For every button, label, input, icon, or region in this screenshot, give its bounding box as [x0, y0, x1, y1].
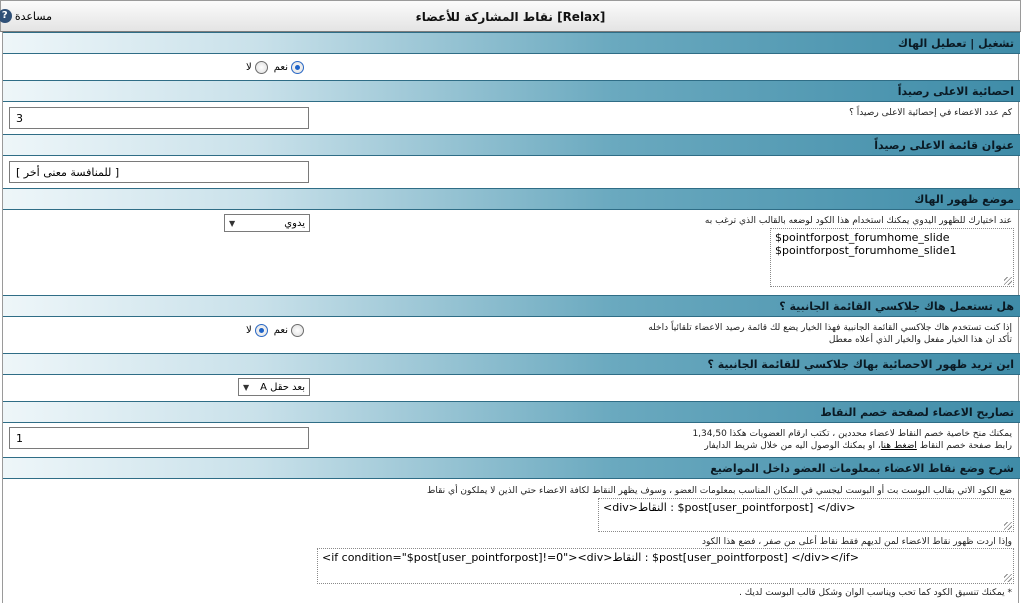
postbit-code-textarea-2[interactable] — [317, 548, 1014, 584]
sidebar-position-select[interactable] — [238, 378, 310, 396]
radio-empty-icon[interactable] — [255, 61, 268, 74]
section-header-sidebar-position — [3, 353, 1020, 375]
section-header-top-title — [3, 134, 1020, 156]
section-header-top-count — [3, 80, 1020, 102]
radio-label-yes: نعم — [273, 62, 288, 73]
code-line: $pointforpost_forumhome_slide — [775, 231, 950, 244]
sidebar-hack-description-2: تأكد ان هذا الخيار مفعل والخيار الذي أعلاه معطل — [828, 335, 1012, 345]
deduct-members-input[interactable]: 1 — [9, 427, 309, 449]
window-title: [Relax] نقاط المشاركة للأعضاء — [415, 10, 606, 24]
section-title: تصاريح الاعضاء لصفحة خصم النقاط — [820, 406, 1014, 419]
radio-selected-icon[interactable] — [255, 324, 268, 337]
top-title-input[interactable]: [ للمنافسة معنى أخر ] — [9, 161, 309, 183]
position-select[interactable] — [224, 214, 310, 232]
sidebar-hack-radio-yes[interactable] — [274, 324, 304, 337]
radio-label-yes: نعم — [273, 325, 288, 336]
help-button[interactable] — [0, 9, 52, 23]
position-description: عند اختيارك للظهور اليدوي يمكنك استخدام هذا الكود لوضعه بالقالب الذي ترغب به — [704, 216, 1012, 226]
section-title: احصائية الاعلى رصيداً — [897, 85, 1014, 98]
section-header-toggle — [3, 32, 1020, 54]
toggle-radio-yes[interactable] — [274, 61, 304, 74]
radio-empty-icon[interactable] — [291, 324, 304, 337]
resize-handle-icon[interactable] — [1004, 277, 1012, 285]
resize-handle-icon[interactable] — [1004, 574, 1012, 582]
section-header-postbit — [3, 457, 1020, 479]
section-header-sidebar-hack — [3, 295, 1020, 317]
sidebar-hack-description-1: إذا كنت تستخدم هاك جلاكسي القائمة الجانبية فهذا الخيار يضع لك قائمة رصيد الاعضاء تلقائياً داخله — [648, 323, 1012, 333]
section-header-position — [3, 188, 1020, 210]
radio-label-no: لا — [246, 62, 252, 73]
postbit-description-2: وإذا اردت ظهور نقاط الاعضاء لمن لديهم فقط نقاط أعلى من صفر ، فضع هذا الكود — [701, 537, 1012, 547]
toggle-radio-group — [246, 61, 304, 74]
section-title: تشغيل | تعطيل الهاك — [897, 37, 1014, 50]
sidebar-hack-radio-group — [246, 324, 304, 337]
postbit-description-1: ضع الكود الاتي بقالب البوست بت أو البوست ليجسي في المكان المناسب بمعلومات العضو ، وسوف يظهر النقاط لكافة الاعضاء حتي الذين لا يملكون أي نقاط — [427, 486, 1012, 496]
section-title: عنوان قائمة الاعلى رصيداً — [874, 139, 1014, 152]
select-value: يدوي — [284, 217, 305, 229]
deduct-page-link[interactable]: اضغط هنا — [880, 441, 917, 451]
section-title: اين تريد ظهور الاحصائية بهاك جلاكسي للقائمة الجانبية ؟ — [707, 358, 1014, 371]
deduct-description-2: رابط صفحة خصم النقاط اضغط هنا، او يمكنك الوصول اليه من خلال شريط الدايفار — [704, 441, 1012, 451]
code-line: <if condition="$post[user_pointforpost]!=0"><div>النقاط : $post[user_pointforpost] </div></if> — [322, 551, 859, 564]
code-line: $pointforpost_forumhome_slide1 — [775, 244, 957, 257]
section-title: موضع ظهور الهاك — [914, 193, 1014, 206]
chevron-down-icon: ▼ — [243, 382, 250, 392]
top-count-description: كم عدد الاعضاء في إحصائية الاعلى رصيداً ؟ — [849, 108, 1012, 118]
section-title: هل تستعمل هاك جلاكسي القائمة الجانبية ؟ — [779, 300, 1014, 313]
settings-page — [2, 32, 1019, 603]
radio-label-no: لا — [246, 325, 252, 336]
top-count-input[interactable]: 3 — [9, 107, 309, 129]
help-label: مساعدة — [14, 9, 52, 23]
question-icon: ? — [0, 9, 12, 23]
sidebar-hack-radio-no[interactable] — [246, 324, 268, 337]
radio-selected-icon[interactable] — [291, 61, 304, 74]
postbit-code-textarea-1[interactable] — [598, 498, 1014, 532]
postbit-note: * يمكنك تنسيق الكود كما تحب ويناسب الوان وشكل قالب البوست لديك . — [739, 588, 1012, 598]
code-line: <div>النقاط : $post[user_pointforpost] </div> — [603, 501, 856, 514]
deduct-description-1: يمكنك منح خاصية خصم النقاط لاعضاء محددين ، تكتب ارقام العضويات هكذا 1,34,50 — [692, 429, 1012, 439]
section-title: شرح وضع نقاط الاعضاء بمعلومات العضو داخل المواضيع — [710, 462, 1014, 475]
chevron-down-icon: ▼ — [229, 218, 236, 228]
resize-handle-icon[interactable] — [1004, 522, 1012, 530]
select-value: بعد حقل A — [260, 381, 305, 393]
position-code-textarea[interactable] — [770, 228, 1014, 287]
toggle-radio-no[interactable] — [246, 61, 268, 74]
section-header-deduct-permissions — [3, 401, 1020, 423]
window-titlebar — [0, 0, 1021, 32]
